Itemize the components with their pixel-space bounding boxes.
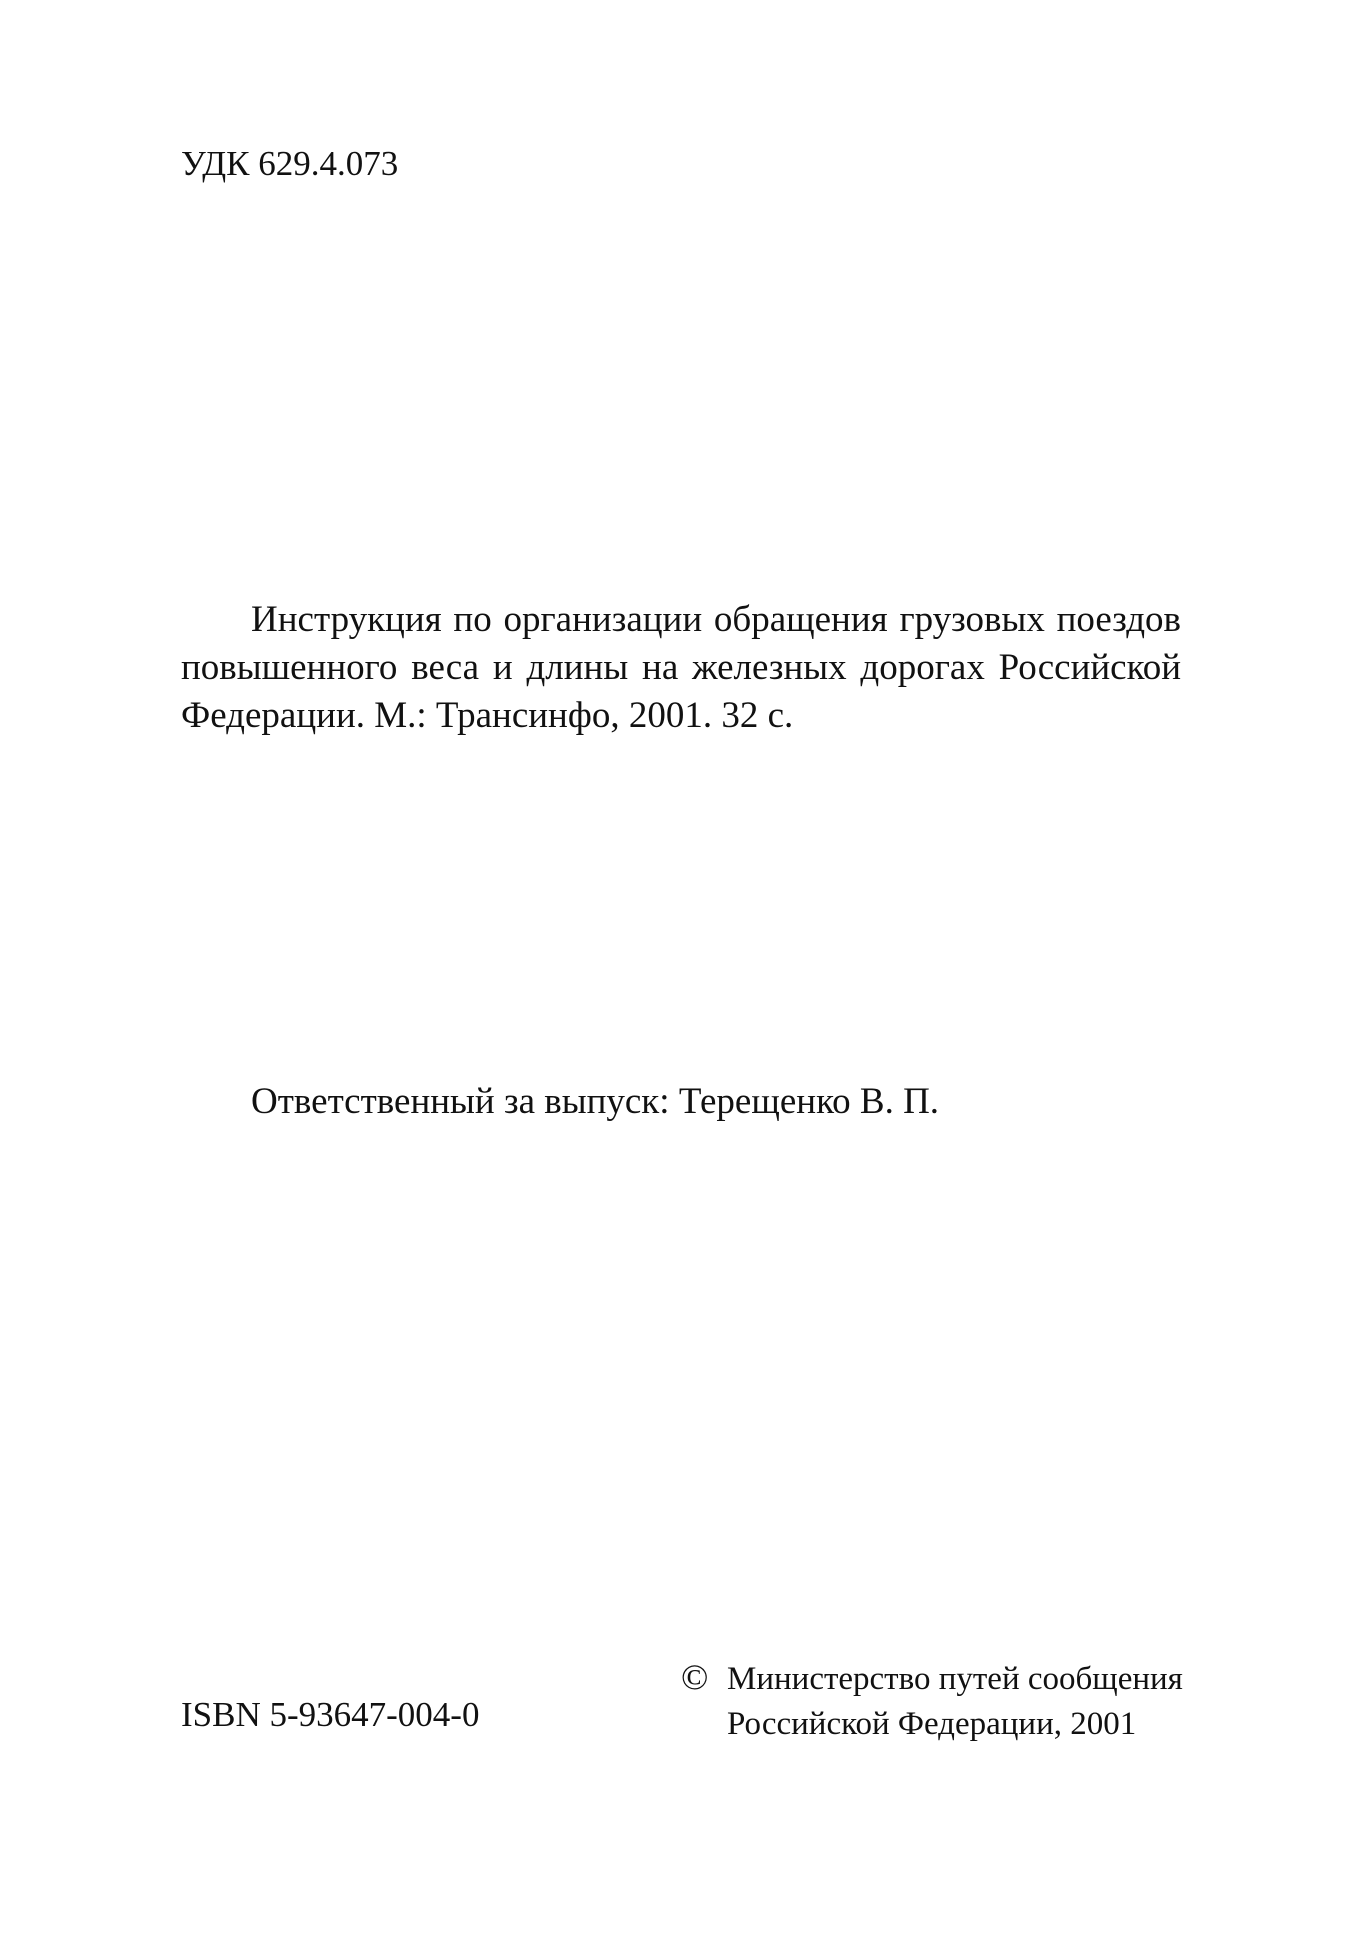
copyright-notice <box>681 1655 1181 1747</box>
copyright-holder-line-2: Российской Федерации, 2001 <box>727 1706 1137 1742</box>
isbn-number: ISBN 5-93647-004-0 <box>181 1695 480 1734</box>
udk-code: УДК 629.4.073 <box>181 144 399 183</box>
responsible-for-release: Ответственный за выпуск: Терещенко В. П. <box>251 1081 940 1122</box>
bibliographic-line-2: повышенного веса и длины на железных дорогах Российской <box>181 647 1181 688</box>
copyright-icon: © <box>681 1657 709 1697</box>
bibliographic-description <box>181 596 1181 740</box>
copyright-line-1 <box>681 1655 1181 1702</box>
copyright-holder-line-1: Министерство путей сообщения <box>727 1661 1183 1697</box>
bibliographic-line-3: Федерации. М.: Трансинфо, 2001. 32 с. <box>181 695 794 736</box>
bibliographic-line-1: Инструкция по организации обращения грузовых поездов <box>251 599 1181 640</box>
